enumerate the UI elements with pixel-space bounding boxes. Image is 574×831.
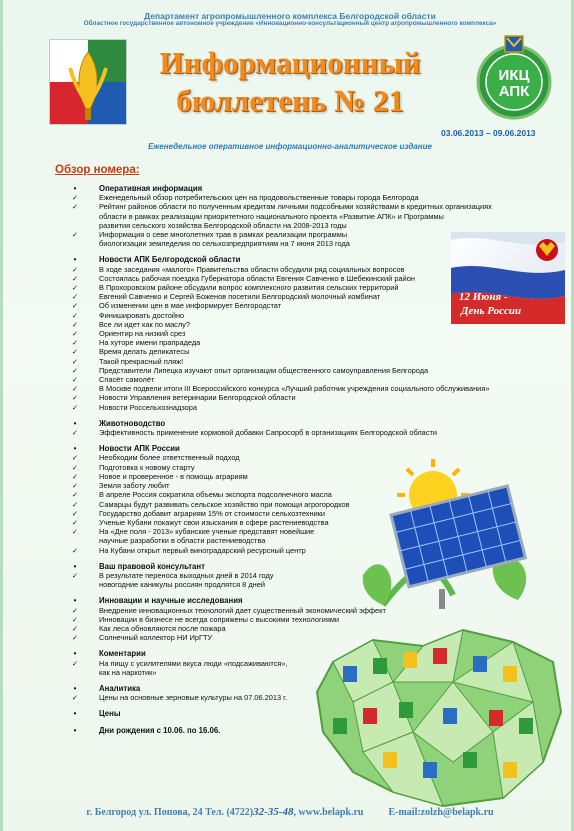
toc-text: Рейтинг районов области по полученным кредитам личными подсобными хозяйствами в кредитных организациях <box>99 202 492 212</box>
russia-day-flag <box>451 232 565 324</box>
check-icon: ✓ <box>71 527 79 537</box>
toc-text: Спасёт самолёт <box>99 375 155 385</box>
check-icon: ✓ <box>71 319 79 329</box>
check-icon: ✓ <box>71 658 79 668</box>
toc-text: Ориентир на низкий срез <box>99 329 186 339</box>
check-icon: ✓ <box>71 508 79 518</box>
footer-phone: 32-35-48 <box>253 806 294 818</box>
toc-item <box>67 403 537 412</box>
toc-text: биологизации земледелия по сельхозпредприятиям на 7 июня 2013 года <box>99 239 350 249</box>
check-icon: ✓ <box>71 402 79 412</box>
toc-item-continuation <box>67 212 537 221</box>
emblem-icon <box>48 38 128 126</box>
bullet-icon: • <box>73 596 77 606</box>
toc-text: В апреле Россия сократила объемы экспорта подсолнечного масла <box>99 490 332 500</box>
issue-dates: 03.06.2013 – 09.06.2013 <box>441 128 536 138</box>
logo-text-top: ИКЦ <box>498 67 530 84</box>
bullet-icon: • <box>73 649 77 659</box>
flag-caption-line-1: 12 Июня - <box>459 291 508 303</box>
toc-text: Ученые Кубани покажут свои изыскания в сфере растениеводства <box>99 517 329 527</box>
title-line-1: Информационный <box>159 45 421 80</box>
ikc-apk-logo <box>473 32 555 122</box>
toc-item <box>67 347 537 356</box>
toc-text: В Прохоровском районе обсудили вопрос комплексного развития сельских территорий <box>99 283 399 293</box>
check-icon: ✓ <box>71 605 79 615</box>
toc-text: Новое и проверенное - в помощь аграриям <box>99 471 248 481</box>
footer-site: , www.belapk.ru <box>293 807 364 818</box>
bullet-icon: • <box>73 683 77 693</box>
check-icon: ✓ <box>71 517 79 527</box>
toc-text: На «Дне поля - 2013» кубанские ученые представят новейшие <box>99 527 315 537</box>
flag-caption-line-2: День России <box>461 305 522 317</box>
bulletin-subtitle: Еженедельное оперативное информационно-аналитическое издание <box>148 142 432 151</box>
toc-item <box>67 357 537 366</box>
check-icon: ✓ <box>71 301 79 311</box>
check-icon: ✓ <box>71 428 79 438</box>
section-heading <box>67 184 537 193</box>
toc-text: Инновации и научные исследования <box>99 596 243 606</box>
toc-text: Состоялась рабочая поездка Губернатора области Евгения Савченко в Шебекинский район <box>99 273 415 283</box>
toc-text: На хуторе имени прапрадеда <box>99 338 201 348</box>
toc-text: Об изменении цен в мае информирует Белгородстат <box>99 301 282 311</box>
toc-text: Аналитика <box>99 683 141 693</box>
toc-text: Как леса обновляются после пожара <box>99 623 226 633</box>
check-icon: ✓ <box>71 453 79 463</box>
toc-text: области в рамках реализации приоритетного национального проекта «Развитие АПК» и Программы <box>99 211 444 221</box>
toc-text: Евгений Савченко и Сергей Боженов посетили Белгородский молочный комбинат <box>99 292 381 302</box>
toc-text: Коментарии <box>99 649 146 659</box>
toc-text: Представители Липецка изучают опыт организации общественного самоуправления Белгорода <box>99 365 429 375</box>
logo-text-bottom: АПК <box>498 83 530 100</box>
toc-text: Оперативная информация <box>99 184 203 193</box>
toc-text: Внедрение инновационных технологий дает существенный экономический эффект <box>99 605 386 615</box>
toc-text: Самарцы будут развивать сельское хозяйство при помощи агрогородков <box>99 499 350 509</box>
toc-text: На пищу с усилителями вкуса люди «подсаживаются», <box>99 658 288 668</box>
toc-item <box>67 366 537 375</box>
toc-text: Новости АПК России <box>99 444 180 454</box>
toc-text: Время делать деликатесы <box>99 347 190 357</box>
check-icon: ✓ <box>71 623 79 633</box>
check-icon: ✓ <box>71 264 79 274</box>
toc-text: развития сельского хозяйства Белгородской области на 2008-2013 годы <box>99 220 347 230</box>
toc-text: В результате переноса выходных дней в 2014 году <box>99 570 274 580</box>
bullet-icon: • <box>73 255 77 265</box>
toc-text: Животноводство <box>99 418 166 428</box>
footer-address: г. Белгород ул. Попова, 24 Тел. (4722) <box>86 807 254 818</box>
toc-text: Все ли идет как по маслу? <box>99 319 190 329</box>
bulletin-title <box>133 44 447 120</box>
check-icon: ✓ <box>71 545 79 555</box>
region-map-illustration <box>303 622 567 808</box>
toc-text: научные разработки в области растениеводства <box>99 536 266 546</box>
toc-text: Государство добавит аграриям 15% от стоимости сельхозтехники <box>99 508 326 518</box>
check-icon: ✓ <box>71 393 79 403</box>
toc-text: Подготовка к новому старту <box>99 462 195 472</box>
toc-text: На Кубани открыт первый виноградарский ресурсный центр <box>99 545 306 555</box>
bullet-icon: • <box>73 561 77 571</box>
check-icon: ✓ <box>71 462 79 472</box>
toc-text: Финишировать достойно <box>99 310 185 320</box>
check-icon: ✓ <box>71 347 79 357</box>
toc-item <box>67 202 537 211</box>
toc-text: Земля заботу любит <box>99 481 170 491</box>
solar-panel-illustration <box>343 455 543 635</box>
section-heading <box>67 419 537 428</box>
toc-text: В Москве подвели итоги III Всероссийского конкурса «Лучший работник учреждения социального обслуживания» <box>99 384 490 394</box>
department-name: Департамент агропромышленного комплекса Белгородской области <box>144 11 436 21</box>
toc-text: Новости Россельхознадзора <box>99 402 197 412</box>
toc-item <box>67 393 537 402</box>
toc-item <box>67 338 537 347</box>
bullet-icon: • <box>73 418 77 428</box>
bullet-icon: • <box>73 444 77 454</box>
toc-text: Необходим более ответственный подход <box>99 453 240 463</box>
toc-text: Новости АПК Белгородской области <box>99 255 241 265</box>
toc-text: В ходе заседания «малого» Правительства области обсудили ряд социальных вопросов <box>99 264 405 274</box>
toc-text: Инновации в бизнесе не всегда сопряжены с высокими технологиями <box>99 614 340 624</box>
overview-heading: Обзор номера: <box>55 164 140 176</box>
check-icon: ✓ <box>71 338 79 348</box>
check-icon: ✓ <box>71 693 79 703</box>
title-line-2: бюллетень № 21 <box>176 83 404 118</box>
toc-item <box>67 428 537 437</box>
check-icon: ✓ <box>71 273 79 283</box>
check-icon: ✓ <box>71 202 79 212</box>
footer-contacts <box>3 806 574 818</box>
check-icon: ✓ <box>71 384 79 394</box>
toc-item <box>67 329 537 338</box>
toc-text: Информация о севе многолетних трав в рамках реализации программы <box>99 230 348 240</box>
bullet-icon: • <box>73 725 77 735</box>
toc-text: Эффективность применение кормовой добавки Сапросорб в организациях Белгородской области <box>99 428 438 438</box>
footer-email: E-mail:zolzh@belapk.ru <box>388 807 494 818</box>
check-icon: ✓ <box>71 329 79 339</box>
check-icon: ✓ <box>71 614 79 624</box>
check-icon: ✓ <box>71 633 79 643</box>
toc-text: Такой прекрасный пляж! <box>99 356 184 366</box>
check-icon: ✓ <box>71 356 79 366</box>
toc-text: Цены на основные зерновые культуры на 07.06.2013 г. <box>99 693 287 703</box>
check-icon: ✓ <box>71 375 79 385</box>
check-icon: ✓ <box>71 499 79 509</box>
toc-text: Ваш правовой консультант <box>99 561 205 571</box>
check-icon: ✓ <box>71 570 79 580</box>
check-icon: ✓ <box>71 365 79 375</box>
toc-item <box>67 384 537 393</box>
toc-text: новогодние каникулы россиян продлятся 8 дней <box>99 580 265 590</box>
check-icon: ✓ <box>71 230 79 240</box>
toc-text: Еженедельный обзор потребительских цен на продовольственные товары города Белгорода <box>99 193 419 203</box>
check-icon: ✓ <box>71 490 79 500</box>
check-icon: ✓ <box>71 310 79 320</box>
bullet-icon: • <box>73 709 77 719</box>
toc-item <box>67 375 537 384</box>
toc-item-continuation <box>67 221 537 230</box>
institution-name: Областное государственное автономное учреждение «Инновационно-консультационный центр агропромышленного комплекса» <box>83 20 497 27</box>
check-icon: ✓ <box>71 193 79 203</box>
check-icon: ✓ <box>71 292 79 302</box>
section-heading <box>67 444 537 453</box>
toc-text: Дни рождения с 10.06. по 16.06. <box>99 725 221 735</box>
check-icon: ✓ <box>71 283 79 293</box>
check-icon: ✓ <box>71 471 79 481</box>
toc-text: Цены <box>99 709 121 719</box>
toc-text: как на наркотик» <box>99 667 157 677</box>
check-icon: ✓ <box>71 481 79 491</box>
bullet-icon: • <box>73 184 77 193</box>
toc-text: Новости Управления ветеринарии Белгородской области <box>99 393 296 403</box>
toc-text: Солнечный коллектор НИ ИрГТУ <box>99 633 213 643</box>
toc-item <box>67 193 537 202</box>
